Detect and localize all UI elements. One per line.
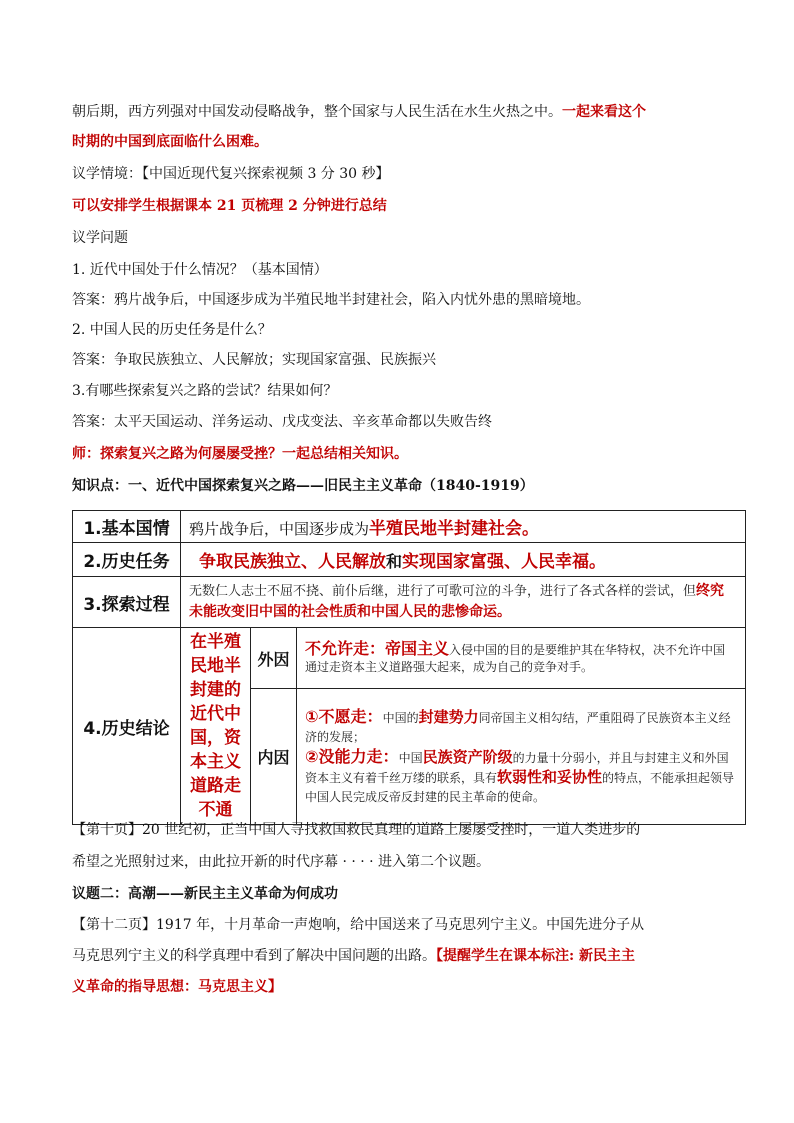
table-row-external [73, 628, 746, 689]
label-process: 3.探索过程 [73, 577, 181, 628]
task-red-2: 实现国家富强、人民幸福。 [402, 552, 607, 572]
table-row-basic [73, 511, 746, 543]
internal-1-b: 同帝国主义相勾结，严重阻碍了民族资本主义经济的发展； [305, 710, 731, 744]
internal-content [297, 689, 746, 825]
internal-2-b: 的力量十分弱小，并且与封建主义和外国资本主义有着千丝万缕的联系，具有 [305, 750, 729, 785]
basic-red: 半殖民地半封建社会。 [369, 519, 540, 539]
internal-1-a: 中国的 [382, 710, 419, 725]
intro-line-2: 时期的中国到底面临什么困难。 [72, 134, 268, 150]
internal-reason-1 [305, 707, 737, 747]
label-conclusion: 4.历史结论 [73, 628, 181, 825]
task-red-1: 争取民族独立、人民解放 [199, 552, 386, 572]
task-and: 和 [386, 552, 403, 571]
internal-1-red2: 封建势力 [418, 707, 479, 726]
arrange-note: 可以安排学生根据课本 21 页梳理 2 分钟进行总结 [72, 198, 387, 214]
internal-2-red: ②没能力走： [305, 746, 399, 766]
conclusion-text: 在半殖民地半封建的近代中国，资本主义道路走不通 [181, 628, 251, 825]
questions-title: 议学问题 [72, 230, 128, 246]
page12-line-1: 【第十二页】1917 年，十月革命一声炮响，给中国送来了马克思列宁主义。中国先进分子从 [72, 917, 645, 933]
knowledge-table [72, 510, 746, 825]
page12-line-2 [72, 946, 734, 966]
label-task: 2.历史任务 [73, 543, 181, 577]
knowledge-title: 知识点：一、近代中国探索复兴之路——旧民主主义革命（1840-1919） [72, 478, 534, 494]
table-row-task [73, 543, 746, 577]
task-content [181, 543, 746, 577]
intro-emphasis: 一起来看这个 [562, 104, 646, 120]
page10-line-1: 【第十页】20 世纪初，正当中国人寻找救国救民真理的道路上屡屡受挫时，一道人类进步的 [72, 822, 641, 838]
process-red: 终究未能改变旧中国的社会性质和中国人民的悲惨命运。 [189, 583, 725, 620]
basic-text: 鸦片战争后，中国逐步成为 [189, 520, 370, 538]
intro-text: 朝后期，西方列强对中国发动侵略战争，整个国家与人民生活在水生火热之中。 [72, 104, 562, 120]
answer-1: 答案：鸦片战争后，中国逐步成为半殖民地半封建社会，陷入内忧外患的黑暗境地。 [72, 292, 590, 308]
basic-content [181, 511, 746, 543]
teacher-note: 师：探索复兴之路为何屡屡受挫？一起总结相关知识。 [72, 446, 408, 462]
situation-line: 议学情境：【中国近现代复兴探索视频 3 分 30 秒】 [72, 166, 390, 182]
question-2: 2. 中国人民的历史任务是什么？ [72, 322, 272, 338]
answer-3: 答案：太平天国运动、洋务运动、戊戌变法、辛亥革命都以失败告终 [72, 414, 492, 430]
internal-1-red: ①不愿走： [305, 706, 383, 726]
process-content [181, 577, 746, 628]
question-3: 3.有哪些探索复兴之路的尝试？结果如何？ [72, 383, 338, 399]
page12-line-3: 义革命的指导思想：马克思主义】 [72, 979, 282, 995]
process-text: 无数仁人志士不屈不挠、前仆后继，进行了可歌可泣的斗争，进行了各式各样的尝试，但 [189, 584, 697, 599]
label-internal: 内因 [251, 689, 297, 825]
page12-text: 马克思列宁主义的科学真理中看到了解决中国问题的出路。 [72, 948, 436, 964]
external-content [297, 628, 746, 689]
internal-2-red2: 民族资产阶级 [422, 747, 513, 766]
external-text: 入侵中国的目的是要维护其在华特权，决不允许中国通过走资本主义道路强大起来，成为自己的竞争对手。 [305, 643, 726, 675]
answer-2: 答案：争取民族独立、人民解放；实现国家富强、民族振兴 [72, 352, 436, 368]
internal-2-a: 中国 [398, 750, 423, 765]
question-1: 1. 近代中国处于什么情况？（基本国情） [72, 262, 328, 278]
internal-reason-2 [305, 747, 737, 807]
internal-2-red3: 软弱性和妥协性 [497, 767, 603, 786]
internal-2-c: 的特点，不能承担起领导中国人民完成反帝反封建的民主革命的使命。 [305, 770, 735, 804]
topic-2-title: 议题二：高潮——新民主主义革命为何成功 [72, 886, 338, 902]
external-red: 不允许走：帝国主义 [305, 639, 450, 659]
page10-line-2: 希望之光照射过来，由此拉开新的时代序幕 · · · · 进入第二个议题。 [72, 854, 491, 870]
page12-reminder: 【提醒学生在课本标注: 新民主主 [436, 948, 636, 964]
label-external: 外因 [251, 628, 297, 689]
intro-line-1 [72, 102, 734, 122]
table-row-process [73, 577, 746, 628]
label-basic: 1.基本国情 [73, 511, 181, 543]
